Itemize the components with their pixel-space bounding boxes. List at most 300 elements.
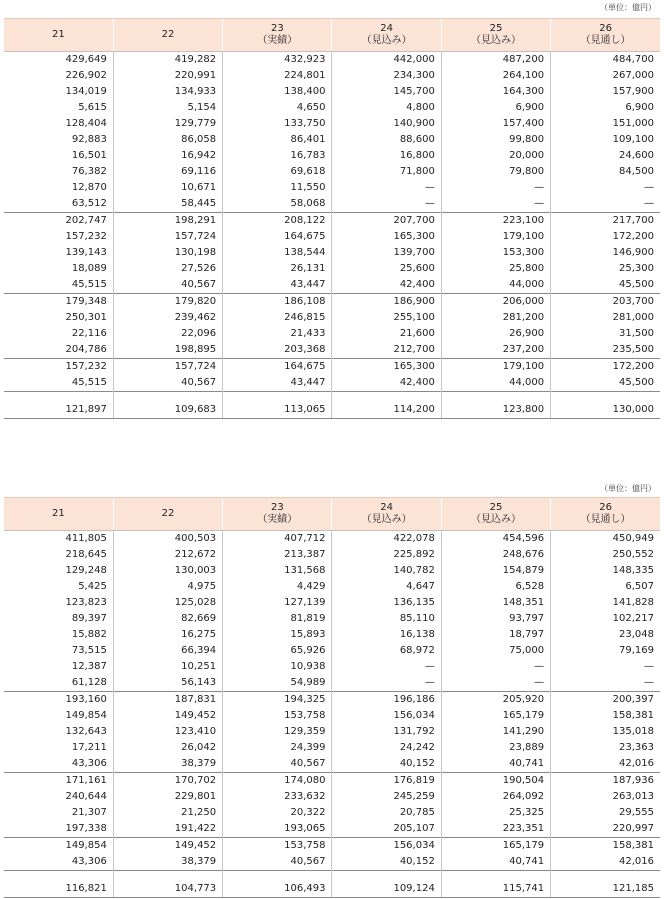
table-cell: 121,185: [551, 881, 660, 898]
table-cell: 248,676: [441, 547, 550, 563]
table-cell: 116,821: [4, 881, 113, 898]
spacer-cell: [223, 392, 332, 403]
table-cell: 24,399: [223, 740, 332, 756]
table-cell: —: [332, 659, 441, 675]
spacer-cell: [4, 392, 113, 403]
table-cell: 25,600: [332, 261, 441, 277]
column-year: 21: [52, 508, 65, 519]
table-cell: 5,154: [113, 100, 222, 116]
table-row: [4, 84, 660, 100]
table-cell: 153,758: [223, 708, 332, 724]
table-cell: 196,186: [332, 692, 441, 709]
table-cell: 212,672: [113, 547, 222, 563]
table-cell: 123,410: [113, 724, 222, 740]
table-cell: 442,000: [332, 52, 441, 69]
table-cell: 149,854: [4, 838, 113, 855]
table-cell: 113,065: [223, 402, 332, 419]
table-cell: 109,124: [332, 881, 441, 898]
table-cell: 164,675: [223, 359, 332, 376]
table-cell: 138,544: [223, 245, 332, 261]
table-cell: 63,512: [71, 198, 107, 209]
table-cell: 422,078: [332, 531, 441, 548]
table-cell: 157,400: [441, 116, 550, 132]
column-year: 26: [599, 23, 612, 34]
table-cell: 154,879: [441, 563, 550, 579]
table-cell: 12,870: [71, 182, 107, 193]
table-cell: 40,741: [441, 756, 550, 773]
table-row: [4, 547, 660, 563]
table-cell: 172,200: [551, 229, 660, 245]
table-cell: 179,820: [113, 294, 222, 311]
table-row: [4, 659, 660, 675]
table-cell: 115,741: [441, 881, 550, 898]
column-header-3: [332, 498, 441, 531]
table-cell: 4,650: [223, 100, 332, 116]
table-cell: 157,724: [113, 359, 222, 376]
table-cell: 10,251: [113, 659, 222, 675]
table-cell: 43,306: [71, 856, 107, 867]
table-cell: 86,401: [223, 132, 332, 148]
table-cell: 10,938: [223, 659, 332, 675]
table-row: [4, 116, 660, 132]
table-cell: 165,179: [441, 838, 550, 855]
table-cell: 69,618: [223, 164, 332, 180]
table-cell: 484,700: [551, 52, 660, 69]
table-cell: 11,550: [223, 180, 332, 196]
spacer-cell: [113, 871, 222, 882]
table-cell: 206,000: [441, 294, 550, 311]
table-cell: 25,325: [441, 805, 550, 821]
table-row: [4, 229, 660, 245]
table-cell: 487,200: [441, 52, 550, 69]
spacer-cell: [551, 871, 660, 882]
table-row: [4, 675, 660, 692]
table-row: [4, 756, 660, 773]
table-row: [4, 854, 660, 871]
table-row: [4, 310, 660, 326]
table-cell: 123,823: [65, 597, 107, 608]
table-cell: 4,975: [113, 579, 222, 595]
table-cell: 65,926: [223, 643, 332, 659]
table-cell: 86,058: [113, 132, 222, 148]
table-row: [4, 148, 660, 164]
table-row: [4, 375, 660, 392]
spacer-cell: [441, 871, 550, 882]
table-cell: 212,700: [332, 342, 441, 359]
column-header-5: [551, 498, 660, 531]
table-cell: 204,786: [65, 344, 107, 355]
column-header-4: [441, 498, 550, 531]
table-cell: 250,301: [65, 312, 107, 323]
table-cell: 27,526: [113, 261, 222, 277]
table-cell: —: [332, 196, 441, 213]
column-year: 26: [599, 502, 612, 513]
table-cell: 128,404: [65, 118, 107, 129]
table-cell: 432,923: [223, 52, 332, 69]
table-cell: 42,400: [332, 277, 441, 294]
table-cell: 139,700: [332, 245, 441, 261]
table-cell: 23,889: [441, 740, 550, 756]
column-header-1: [113, 498, 222, 531]
table-cell: 109,683: [113, 402, 222, 419]
table-cell: 217,700: [551, 213, 660, 230]
table-row: [4, 643, 660, 659]
table-cell: 226,902: [65, 70, 107, 81]
table-cell: 149,452: [113, 708, 222, 724]
table-cell: 454,596: [441, 531, 550, 548]
table-cell: 140,900: [332, 116, 441, 132]
table-cell: 104,773: [113, 881, 222, 898]
table-row: [4, 708, 660, 724]
column-year: 23: [270, 502, 284, 513]
table-cell: 158,381: [551, 708, 660, 724]
table-cell: 131,792: [332, 724, 441, 740]
table-cell: 233,632: [223, 789, 332, 805]
table-cell: 141,828: [551, 595, 660, 611]
column-header-0: [4, 498, 113, 531]
header-row: [4, 19, 660, 52]
table-row: [4, 196, 660, 213]
column-header-2: [223, 19, 332, 52]
table-cell: 24,600: [551, 148, 660, 164]
column-header-0: [4, 19, 113, 52]
table-cell: 16,800: [332, 148, 441, 164]
table-cell: 281,200: [441, 310, 550, 326]
column-note: （見込み）: [470, 35, 521, 46]
column-year: 24: [380, 502, 394, 513]
table-cell: 157,232: [4, 359, 113, 376]
table-cell: 40,567: [223, 756, 332, 773]
table-cell: 40,567: [223, 854, 332, 871]
table-cell: 66,394: [113, 643, 222, 659]
table-cell: 6,528: [441, 579, 550, 595]
column-note: （見通し）: [580, 514, 631, 525]
table-cell: 40,567: [113, 375, 222, 392]
table-cell: 123,800: [441, 402, 550, 419]
table-cell: 136,135: [332, 595, 441, 611]
table-row: [4, 611, 660, 627]
table-cell: 179,100: [441, 229, 550, 245]
table-cell: —: [441, 675, 550, 692]
table-cell: 198,291: [113, 213, 222, 230]
table-cell: —: [441, 196, 550, 213]
table-cell: 26,900: [441, 326, 550, 342]
table-cell: 149,854: [65, 710, 107, 721]
column-year: 21: [52, 29, 65, 40]
table-cell: 186,900: [332, 294, 441, 311]
table-row: [4, 740, 660, 756]
table-row: [4, 132, 660, 148]
table-cell: —: [332, 180, 441, 196]
table-cell: 26,042: [113, 740, 222, 756]
table-cell: 84,500: [551, 164, 660, 180]
table-cell: 186,108: [223, 294, 332, 311]
table-cell: 88,600: [332, 132, 441, 148]
table-cell: 229,801: [113, 789, 222, 805]
table-row: [4, 789, 660, 805]
table-cell: —: [551, 675, 660, 692]
table-cell: 106,493: [223, 881, 332, 898]
spacer-cell: [441, 392, 550, 403]
table-row: [4, 180, 660, 196]
table-cell: 207,700: [332, 213, 441, 230]
table-cell: 165,300: [332, 229, 441, 245]
table-cell: 149,452: [113, 838, 222, 855]
table-cell: 264,092: [441, 789, 550, 805]
table-cell: 223,100: [441, 213, 550, 230]
table-cell: 38,379: [113, 756, 222, 773]
table-cell: 6,900: [441, 100, 550, 116]
table-cell: 40,741: [441, 854, 550, 871]
table-row: [4, 579, 660, 595]
spacer-row: [4, 871, 660, 882]
table-cell: 255,100: [332, 310, 441, 326]
table-cell: 43,447: [223, 277, 332, 294]
table-cell: 21,433: [223, 326, 332, 342]
table-cell: 200,397: [551, 692, 660, 709]
table-cell: 264,100: [441, 68, 550, 84]
table-cell: 42,016: [551, 756, 660, 773]
table-cell: 411,805: [65, 533, 107, 544]
table-cell: 130,198: [113, 245, 222, 261]
table-cell: —: [551, 196, 660, 213]
table-cell: 131,568: [223, 563, 332, 579]
table-row: [4, 881, 660, 898]
column-note: （実績）: [257, 514, 298, 525]
table-cell: 71,800: [332, 164, 441, 180]
column-note: （実績）: [257, 35, 298, 46]
table-cell: 75,000: [441, 643, 550, 659]
table-cell: 45,515: [71, 279, 107, 290]
table-cell: 171,161: [4, 773, 113, 790]
table-cell: 40,152: [332, 854, 441, 871]
table-row: [4, 100, 660, 116]
table-cell: 99,800: [441, 132, 550, 148]
column-year: 22: [161, 508, 175, 519]
table-cell: 68,972: [332, 643, 441, 659]
table-cell: 130,000: [551, 402, 660, 419]
table-cell: 193,160: [4, 692, 113, 709]
table-row: [4, 821, 660, 838]
table-cell: 125,028: [113, 595, 222, 611]
table-cell: 6,900: [551, 100, 660, 116]
table-cell: 133,750: [223, 116, 332, 132]
table-row: [4, 805, 660, 821]
table-cell: 21,600: [332, 326, 441, 342]
column-year: 22: [161, 29, 175, 40]
table-cell: 109,100: [551, 132, 660, 148]
table-cell: 82,669: [113, 611, 222, 627]
table-cell: —: [441, 180, 550, 196]
table-cell: 23,363: [551, 740, 660, 756]
column-year: 24: [380, 23, 394, 34]
spacer-cell: [332, 871, 441, 882]
table-cell: 153,758: [223, 838, 332, 855]
table-cell: 43,447: [223, 375, 332, 392]
table-cell: 93,797: [441, 611, 550, 627]
table-cell: 79,169: [551, 643, 660, 659]
table-cell: 198,895: [113, 342, 222, 359]
table-cell: 400,503: [113, 531, 222, 548]
table-cell: 225,892: [332, 547, 441, 563]
table-cell: 419,282: [113, 52, 222, 69]
spacer-cell: [113, 392, 222, 403]
table-cell: —: [332, 675, 441, 692]
table-cell: 16,783: [223, 148, 332, 164]
table-cell: 5,425: [78, 581, 107, 592]
column-year: 23: [270, 23, 284, 34]
table-row: [4, 326, 660, 342]
table-cell: 6,507: [551, 579, 660, 595]
table-cell: 145,700: [332, 84, 441, 100]
header-row: [4, 498, 660, 531]
table-cell: 240,644: [65, 791, 107, 802]
table-cell: 450,949: [551, 531, 660, 548]
table-cell: 44,000: [441, 375, 550, 392]
table-cell: 187,936: [551, 773, 660, 790]
table-cell: 220,997: [551, 821, 660, 838]
table-cell: 73,515: [71, 645, 107, 656]
table-cell: 203,700: [551, 294, 660, 311]
table-row: [4, 838, 660, 855]
table-cell: 148,351: [441, 595, 550, 611]
table-row: [4, 245, 660, 261]
table-row: [4, 164, 660, 180]
table-cell: 45,500: [551, 277, 660, 294]
table-cell: 25,300: [551, 261, 660, 277]
column-header-3: [332, 19, 441, 52]
table-cell: 190,504: [441, 773, 550, 790]
table-cell: 15,893: [223, 627, 332, 643]
column-note: （見込み）: [361, 514, 412, 525]
table-cell: 21,250: [113, 805, 222, 821]
table-cell: 172,200: [551, 359, 660, 376]
table-cell: 170,702: [113, 773, 222, 790]
table-cell: 203,368: [223, 342, 332, 359]
table-row: [4, 627, 660, 643]
table-cell: 42,016: [551, 854, 660, 871]
table-cell: 42,400: [332, 375, 441, 392]
table-row: [4, 261, 660, 277]
table-cell: 263,013: [551, 789, 660, 805]
table-cell: 45,515: [71, 377, 107, 388]
data-table-1: [4, 18, 660, 419]
table-cell: 44,000: [441, 277, 550, 294]
table-cell: 148,335: [551, 563, 660, 579]
table-cell: 10,671: [113, 180, 222, 196]
column-header-4: [441, 19, 550, 52]
table-cell: 165,300: [332, 359, 441, 376]
table-cell: 12,387: [71, 661, 107, 672]
table-cell: 29,555: [551, 805, 660, 821]
table-cell: 407,712: [223, 531, 332, 548]
table-cell: 92,883: [71, 134, 107, 145]
column-year: 25: [489, 23, 503, 34]
table-row: [4, 213, 660, 230]
table-cell: 45,500: [551, 375, 660, 392]
table-cell: 4,429: [223, 579, 332, 595]
table-row: [4, 294, 660, 311]
table-cell: 151,000: [551, 116, 660, 132]
table-row: [4, 52, 660, 69]
table-row: [4, 692, 660, 709]
table-cell: 429,649: [65, 54, 107, 65]
table-row: [4, 342, 660, 359]
table-cell: 20,322: [223, 805, 332, 821]
table-cell: 102,217: [551, 611, 660, 627]
data-table-2: [4, 497, 660, 898]
table-cell: 141,290: [441, 724, 550, 740]
table-cell: 26,131: [223, 261, 332, 277]
table-row: [4, 277, 660, 294]
table-cell: 191,422: [113, 821, 222, 838]
table-row: [4, 724, 660, 740]
table-cell: 43,306: [71, 758, 107, 769]
table-cell: 205,107: [332, 821, 441, 838]
table-cell: 138,400: [223, 84, 332, 100]
table-cell: 234,300: [332, 68, 441, 84]
table-cell: 20,000: [441, 148, 550, 164]
table-cell: 164,675: [223, 229, 332, 245]
table-cell: 24,242: [332, 740, 441, 756]
table-cell: 224,801: [223, 68, 332, 84]
spacer-cell: [4, 871, 113, 882]
table-cell: 129,779: [113, 116, 222, 132]
table-cell: 89,397: [71, 613, 107, 624]
table-cell: 20,785: [332, 805, 441, 821]
table-cell: 179,348: [4, 294, 113, 311]
table-cell: 239,462: [113, 310, 222, 326]
table-cell: 5,615: [78, 102, 107, 113]
table-cell: 81,819: [223, 611, 332, 627]
table-cell: 22,096: [113, 326, 222, 342]
column-note: （見込み）: [361, 35, 412, 46]
table-cell: 121,897: [4, 402, 113, 419]
table-cell: 132,643: [65, 726, 107, 737]
table-cell: 164,300: [441, 84, 550, 100]
table-cell: 194,325: [223, 692, 332, 709]
table-cell: —: [441, 659, 550, 675]
table-cell: 158,381: [551, 838, 660, 855]
table-cell: 16,942: [113, 148, 222, 164]
table-cell: 213,387: [223, 547, 332, 563]
table-row: [4, 359, 660, 376]
column-header-2: [223, 498, 332, 531]
table-cell: 187,831: [113, 692, 222, 709]
unit-label-1: （単位：億円）: [600, 3, 656, 12]
table-cell: 156,034: [332, 838, 441, 855]
table-cell: 135,018: [551, 724, 660, 740]
table-cell: 176,819: [332, 773, 441, 790]
table-cell: —: [551, 659, 660, 675]
table-cell: 146,900: [551, 245, 660, 261]
table-cell: 153,300: [441, 245, 550, 261]
table-cell: 267,000: [551, 68, 660, 84]
table-cell: 218,645: [65, 549, 107, 560]
table-cell: 25,800: [441, 261, 550, 277]
table-cell: 129,359: [223, 724, 332, 740]
column-note: （見通し）: [580, 35, 631, 46]
table-cell: 76,382: [71, 166, 107, 177]
spacer-row: [4, 392, 660, 403]
table-cell: 127,139: [223, 595, 332, 611]
table-cell: 79,800: [441, 164, 550, 180]
table-cell: 130,003: [113, 563, 222, 579]
table-cell: 157,232: [65, 231, 107, 242]
column-header-5: [551, 19, 660, 52]
table-cell: 40,152: [332, 756, 441, 773]
table-cell: —: [551, 180, 660, 196]
